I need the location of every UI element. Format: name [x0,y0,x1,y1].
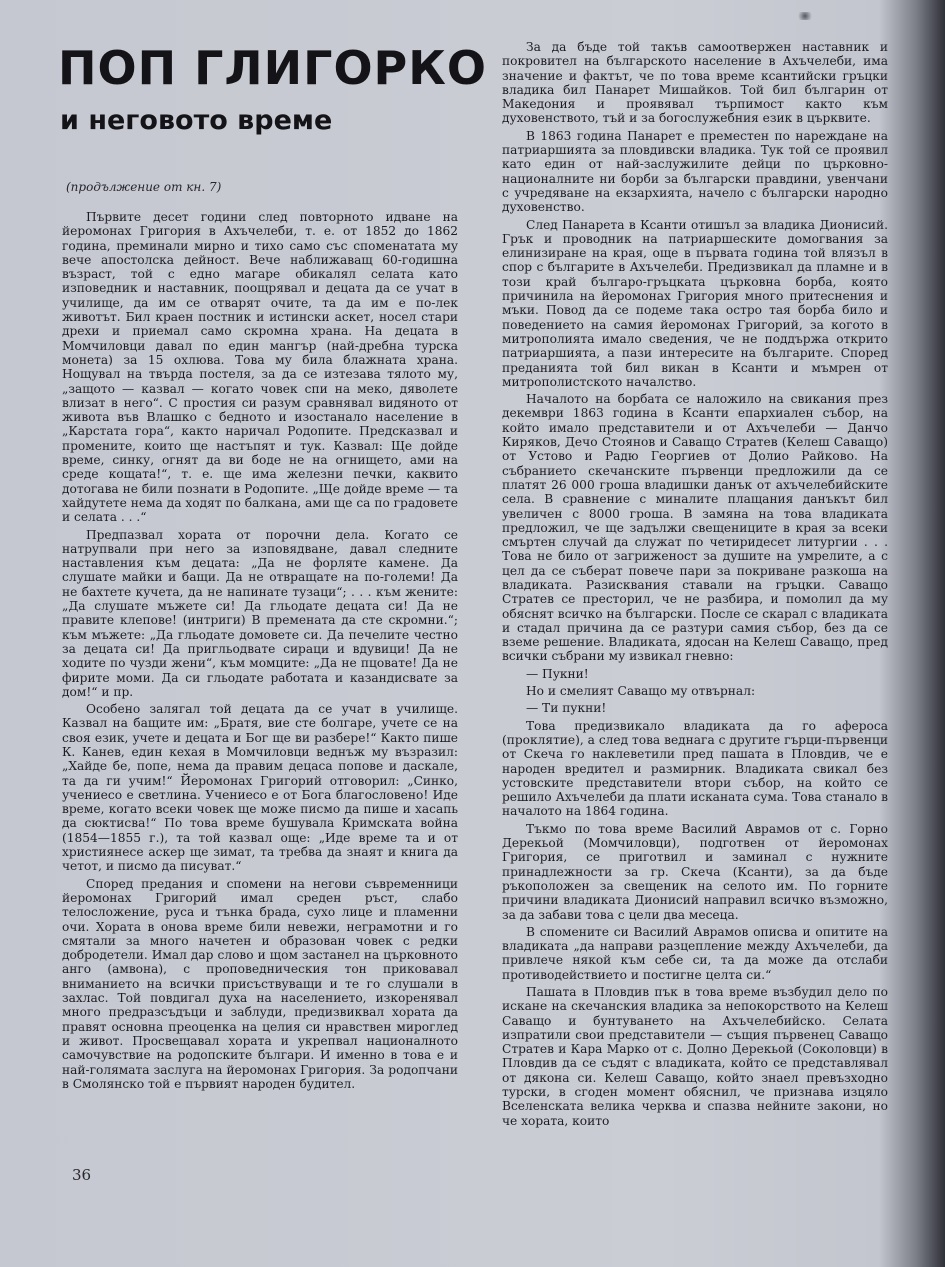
paragraph: В 1863 година Панарет е преместен по нареждане на патриаршията за пловдивски владика. Тук той се проявил като един от най-заслужилите дейци по църковно-националните ни борби за български правдини, увенчани с учредяване на екзархията, начело с български народно духовенство. [502,128,888,215]
paragraph: Според предания и спомени на негови съвременници йеромонах Григорий имал среден ръст, слабо телосложение, руса и тънка брада, сухо лице и пламенни очи. Хората в онова време били невежи, неграмотни и го смятали за много начетен и образован човек с редки добродетели. Имал дар слово и щом застанел на църковното анго (амвона), с проповедническия тон приковавал вниманието на всички присъствуващи и те го слушали в захлас. Той повдигал духа на населението, изкоренявал много предразсъдъци и заблуди, предизвиквал хората да правят основна преоценка на целия си нравствен мироглед и живот. Просвещавал хората и укрепвал националното самочувствие на родопските българи. И именно в това е и най-голямата заслуга на йеромонах Григория. За родопчани в Смолянско той е първият народен будител. [62,876,458,1091]
paragraph: Пашата в Пловдив пък в това време възбудил дело по искане на скечанския владика за непокорството на Келеш Саващо и бунтуването на Ахъчелебийско. Селата изпратили свои представители — същия първенец Саващо Стратев и Кара Марко от с. Долно Дерекьой (Соколовци) в Пловдив да се съдят с владиката, който се представлявал от дякона си. Келеш Саващо, който знаел превъзходно турски, в сгоден момент обяснил, че признава изцяло Вселенската велика черква и спазва нейните закони, но че хората, които [502,985,888,1128]
article-subtitle: и неговото време [60,105,333,136]
dialogue-line: — Пукни! [526,666,589,681]
paragraph: След Панарета в Ксанти отишъл за владика Дионисий. Грък и проводник на патриаршеските домогвания за елинизиране на края, още в първата година той влязъл в спор с българите в Ахъчелеби. Предизвикал да пламне и в този край българо-гръцката църковна борба, която причинила на йеромонах Григория много притеснения и мъки. Повод да се подеме така остро тая борба било и поведението на самия йеромонах Григорий, за когото в митрополията имало сведения, че не поддържа открито патриаршията, а пази интересите на българите. Според преданията той бил викан в Ксанти и мъмрен от митрополистското началство. [502,217,888,389]
continuation-note: (продължение от кн. 7) [66,180,222,194]
dialogue-line: — Ти пукни! [526,701,607,716]
print-smudge [796,12,814,20]
paragraph: Предпазвал хората от порочни дела. Когато се натрупвали при него за изповядване, давал следните наставления към децата: „Да не форляте камене. Да слушате майки и бащи. Да не отвращате на по-големи! Да не бахтете кучета, да не напинате тузаци“; . . . към жените: „Да слушате мъжете си! Да гльодате децата си! Да не правите клепове! (интриги) В премената да сте скромни.“; към мъжете: „Да гльодате домовете си. Да печелите честно за децата си! Да пригльодвате сираци и вдувици! Да не ходите по чузди жени“, към момците: „Да не пцовате! Да не фирите моми. Да си гльодате работата и казандисвате за дом!“ и пр. [62,527,458,699]
left-column [62,210,458,1094]
paragraph: В спомените си Василий Аврамов описва и опитите на владиката „да направи разцепление между Ахъчелеби, да привлече някой към себе си, та да може да отслаби противодействието и постигне целта си.“ [502,924,888,982]
article-title: ПОП ГЛИГОРКО [58,41,487,95]
paragraph: Особено залягал той децата да се учат в училище. Казвал на бащите им: „Братя, вие сте болгаре, учете се на своя език, учете и децата и Бог ще ви разбере!“ Както пише К. Канев, един кехая в Момчиловци веднъж му възразил: „Хайде бе, попе, нема да правим децаса попове и даскале, та да ги учим!“ Йеромонах Григорий отговорил: „Синко, учениесо е светлина. Учениесо е от Бога благословено! Иде време, когато всеки човек ще може писмо да пише и хасапь да сюктисва!“ По това време бушувала Кримската война (1854—1855 г.), та той казвал още: „Иде време та и от християнесе аскер ще зимат, та требва да знаят и книга да четот, и писмо да писуват.“ [62,702,458,874]
right-column [502,40,888,1131]
paragraph: За да бъде той такъв самоотвержен наставник и покровител на българското население в Ахъчелеби, има значение и фактът, че по това време ксантийски гръцки владика бил Панарет Мишайков. Той бил българин от Македония и проявявал търпимост както към духовенството, тъй и за богослужебния език в църквите. [502,40,888,126]
paragraph: Тъкмо по това време Василий Аврамов от с. Горно Дерекьой (Момчиловци), подготвен от йеромонах Григория, се приготвил и заминал с нужните принадлежности за гр. Скеча (Ксанти), за да бъде ръкоположен за свещеник на селото им. По горните причини владиката Дионисий направил всичко възможно, за да забави това с цели два месеца. [502,821,888,922]
paragraph: Но и смелият Саващо му отвърнал: [526,684,756,699]
paragraph: Това предизвикало владиката да го афероса (проклятие), а след това веднага с другите гърци-първенци от Скеча го наклеветили пред пашата в Пловдив, че е народен вредител и размирник. Владиката свикал без устовските представители втори събор, на който се решило Ахъчелеби да плати исканата сума. Това станало в началото на 1864 година. [502,718,888,819]
page-number: 36 [72,1166,92,1184]
paragraph: Първите десет години след повторното идване на йеромонах Григория в Ахъчелеби, т. е. от 1852 до 1862 година, преминали мирно и тихо само със споменатата му вече апостолска дейност. Вече наближаващ 60-годишна възраст, той с едно магаре обикалял селата като изповедник и наставник, поощрявал и децата да се учат в училище, да им се отварят очите, та да им е по-лек животът. Бил краен постник и истински аскет, носел стари дрехи и приемал само скромна храна. На децата в Момчиловци давал по един мангър (най-дребна турска монета) за 15 охлюва. Това му била блажната храна. Нощувал на твърда постеля, за да се изтезава тялото му, „защото — казвал — когато човек спи на меко, дяволете влизат в него“. С простия си разум сравнявал видяното от живота във Влашко с бедното и изостанало население в „Карстата гора“, както наричал Родопите. Предсказвал и промените, които ще настъпят и тук. Казвал: Ще дойде време, синку, огнят да ви боде не на огнището, ами на среде кощата!“, т. е. ще има железни печки, каквито дотогава не били познати в Родопите. „Ще дойде време — та хайдутете нема да ходят по балкана, ами ще са по градовете и селата . . .“ [62,210,458,525]
paragraph: Началото на борбата се наложило на свикания през декември 1863 година в Ксанти епархиален събор, на който имало представители и от Ахъчелеби — Данчо Киряков, Дечо Стоянов и Саващо Стратев (Келеш Саващо) от Устово и Радю Георгиев от Долио Райково. На събранието скечанските първенци предложили да се платят 26 000 гроша владишки данък от ахъчелебийските села. В сравнение с миналите плащания данъкът бил увеличен с 8000 гроша. В замяна на това владиката предложил, че ще задължи свещениците в края за всеки смъртен случай да служат по четиридесет литургии . . . Това не било от загриженост за душите на умрелите, а с цел да се съберат повече пари за покриване разкоша на владиката. Разисквания ставали на гръцки. Саващо Стратев се престорил, че не разбира, и помолил да му обяснят всичко на български. После се скарал с владиката и стадал причина да се разтури самия събор, без да се вземе решение. Владиката, ядосан на Келеш Саващо, пред всички събрани му извикал гневно: [502,392,888,664]
